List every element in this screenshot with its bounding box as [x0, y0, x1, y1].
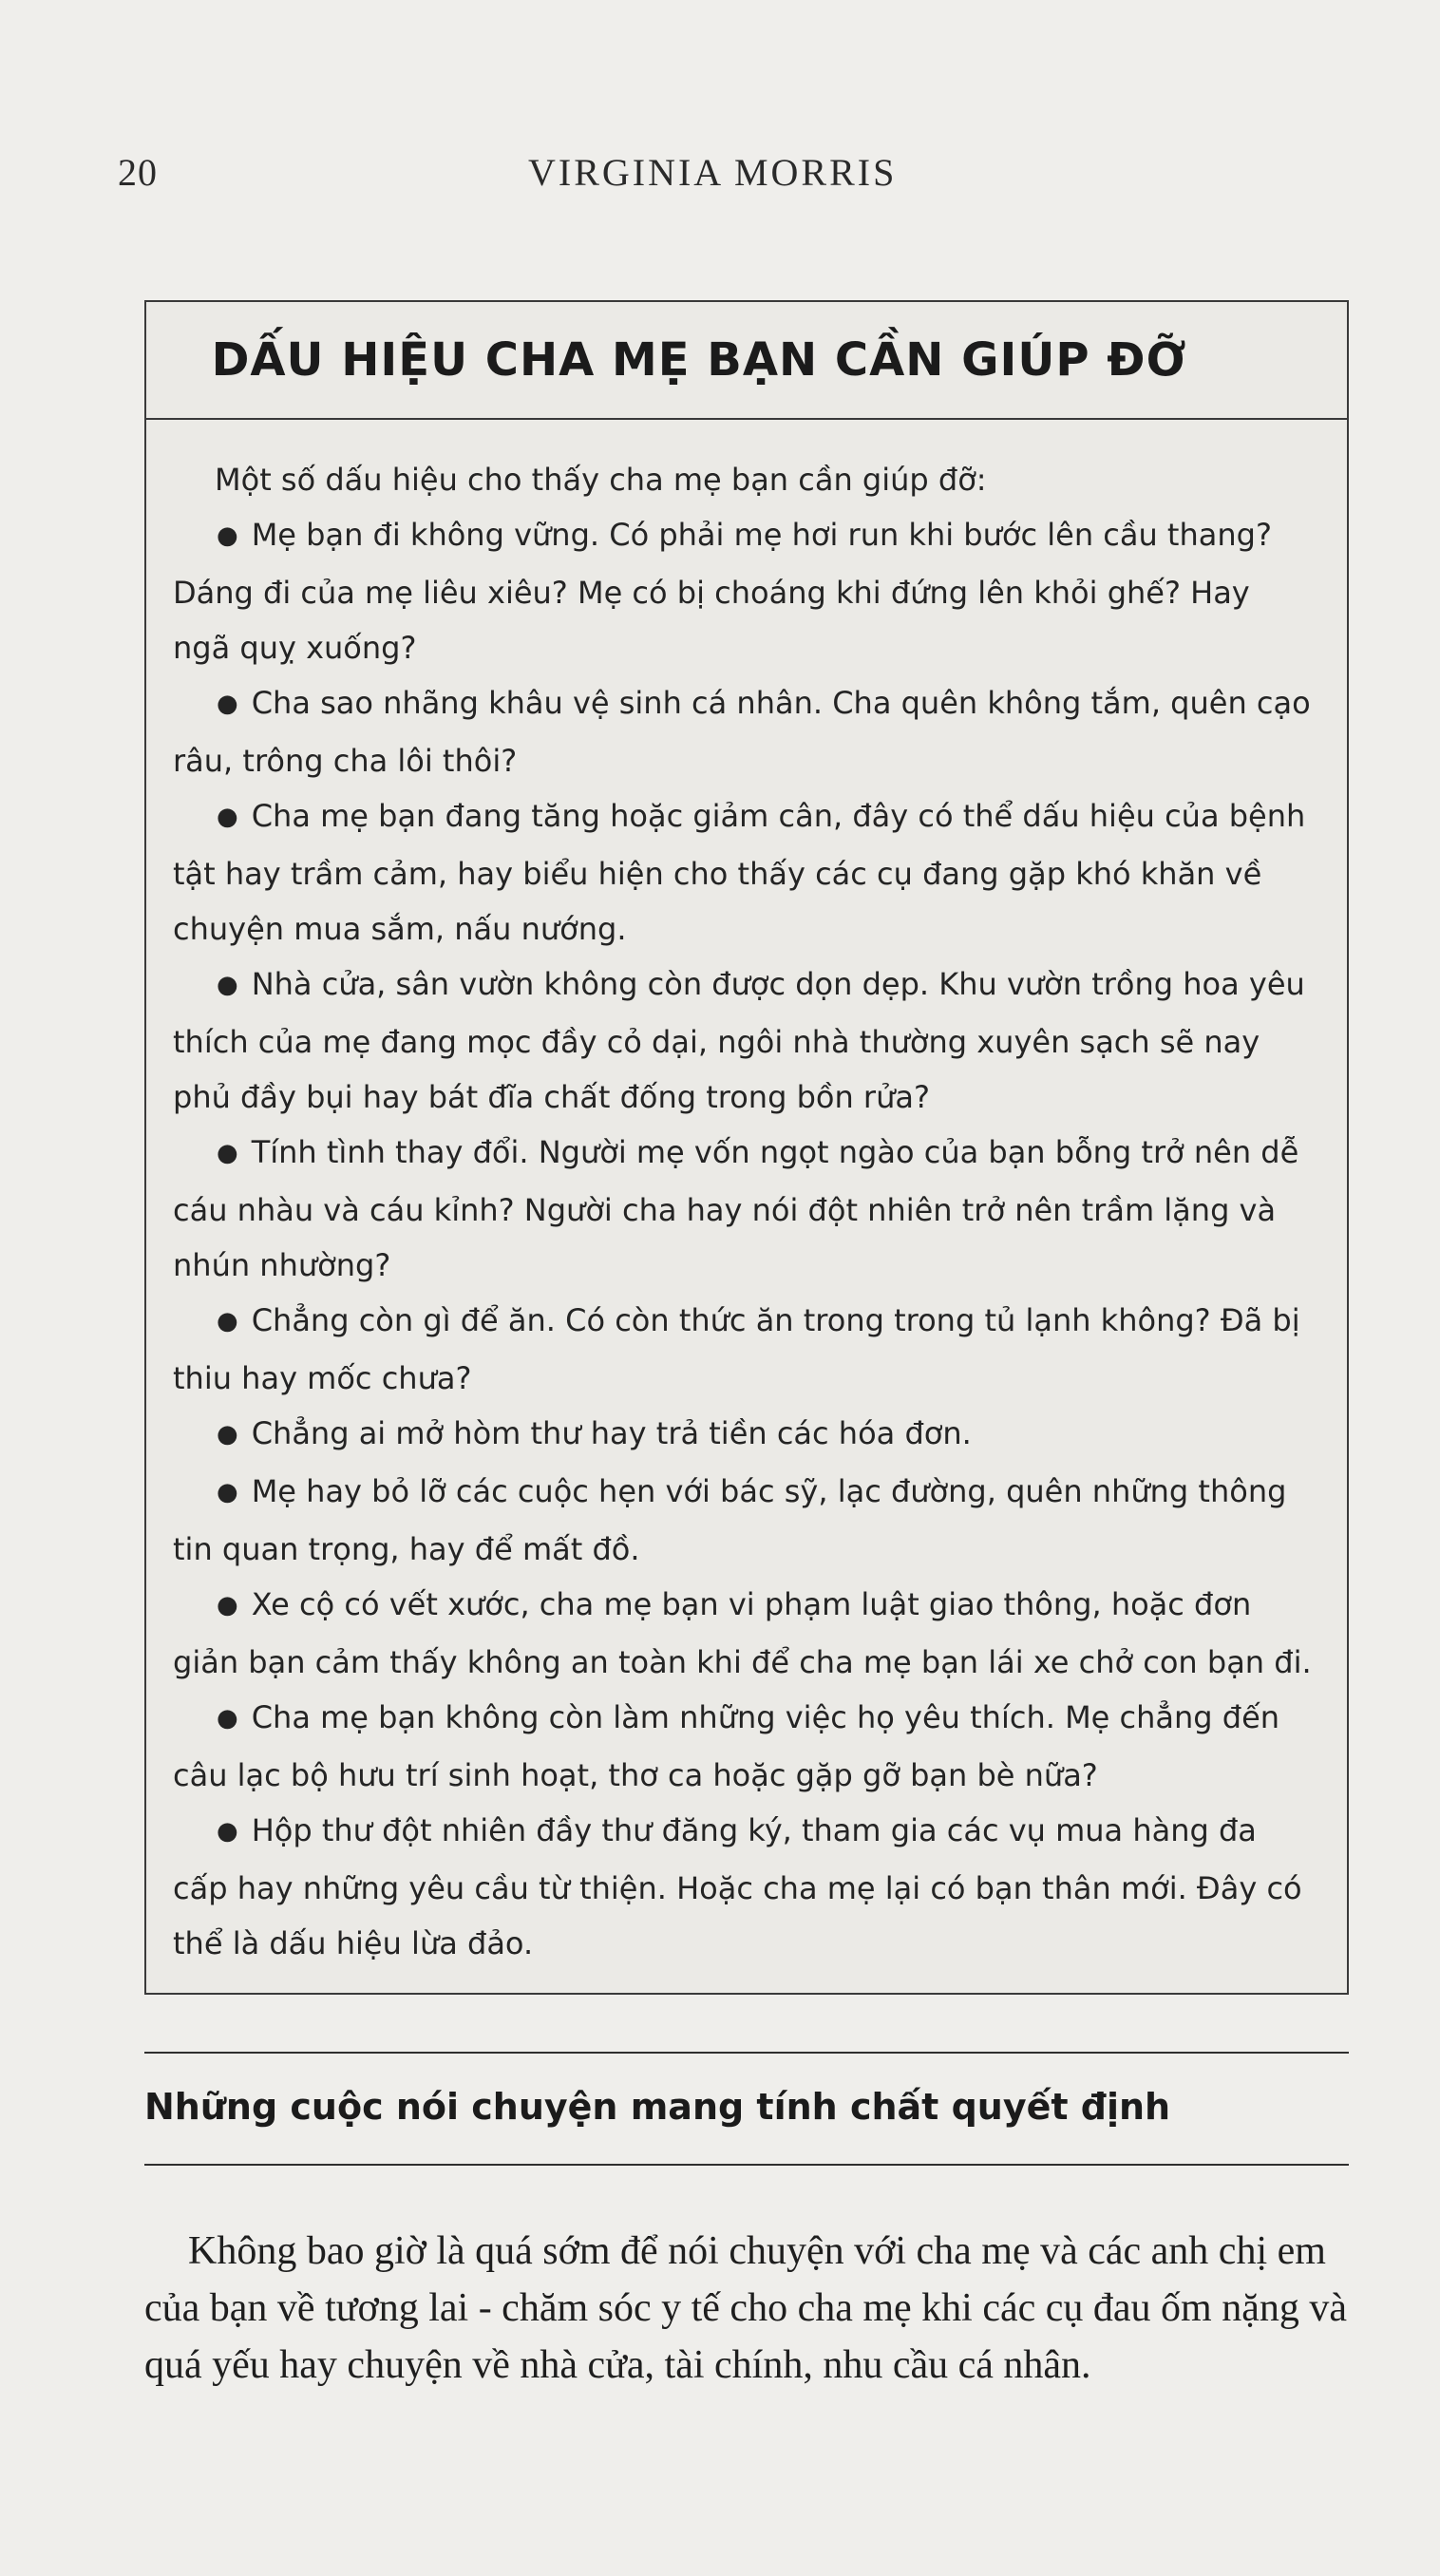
box-title-bar [146, 302, 1347, 420]
bullet-item: ● Cha sao nhãng khâu vệ sinh cá nhân. Cha quên không tắm, quên cạo râu, trông cha lôi thôi? [173, 685, 1311, 779]
section-rule-bottom [144, 2164, 1349, 2166]
bullet-item: ● Nhà cửa, sân vườn không còn được dọn dẹp. Khu vườn trồng hoa yêu thích của mẹ đang mọc đầy cỏ dại, ngôi nhà thường xuyên sạch sẽ nay phủ đầy bụi hay bát đĩa chất đống trong bồn rửa? [173, 966, 1305, 1115]
bullet-item: ● Mẹ bạn đi không vững. Có phải mẹ hơi run khi bước lên cầu thang? Dáng đi của mẹ liêu xiêu? Mẹ có bị choáng khi đứng lên khỏi ghế? Hay ngã quỵ xuống? [173, 517, 1272, 666]
sidebar-box [144, 300, 1349, 1995]
bullet-icon: ● [217, 1591, 238, 1619]
bullet-item: ● Chẳng ai mở hòm thư hay trả tiền các hóa đơn. [217, 1415, 972, 1451]
section-rule-top [144, 2052, 1349, 2054]
body-paragraph: Không bao giờ là quá sớm để nói chuyện với cha mẹ và các anh chị em của bạn về tương lai - chăm sóc y tế cho cha mẹ khi các cụ đau ốm nặng và quá yếu hay chuyện về nhà cửa, tài chính, nhu cầu cá nhân. [144, 2229, 1347, 2387]
bullet-item: ● Cha mẹ bạn đang tăng hoặc giảm cân, đây có thể dấu hiệu của bệnh tật hay trầm cảm, hay biểu hiện cho thấy các cụ đang gặp khó khăn về chuyện mua sắm, nấu nướng. [173, 798, 1306, 947]
bullet-icon: ● [217, 690, 238, 718]
page-number: 20 [118, 151, 158, 194]
bullet-item: ● Cha mẹ bạn không còn làm những việc họ yêu thích. Mẹ chẳng đến câu lạc bộ hưu trí sinh hoạt, thơ ca hoặc gặp gỡ bạn bè nữa? [173, 1699, 1280, 1793]
running-head: VIRGINIA MORRIS [528, 151, 898, 194]
bullet-item: ● Tính tình thay đổi. Người mẹ vốn ngọt ngào của bạn bỗng trở nên dễ cáu nhàu và cáu kỉnh? Người cha hay nói đột nhiên trở nên trầm lặng và nhún nhường? [173, 1134, 1299, 1283]
page-header [0, 150, 1440, 207]
bullet-icon: ● [217, 1478, 238, 1506]
bullet-icon: ● [217, 803, 238, 831]
bullet-item: ● Xe cộ có vết xước, cha mẹ bạn vi phạm luật giao thông, hoặc đơn giản bạn cảm thấy không an toàn khi để cha mẹ bạn lái xe chở con bạn đi. [173, 1586, 1312, 1680]
bullet-icon: ● [217, 1420, 238, 1449]
bullet-item: ● Hộp thư đột nhiên đầy thư đăng ký, tham gia các vụ mua hàng đa cấp hay những yêu cầu từ thiện. Hoặc cha mẹ lại có bạn thân mới. Đây có thể là dấu hiệu lừa đảo. [173, 1812, 1302, 1961]
box-body [146, 420, 1347, 1971]
bullet-icon: ● [217, 1704, 238, 1733]
box-intro: Một số dấu hiệu cho thấy cha mẹ bạn cần giúp đỡ: [215, 462, 987, 498]
box-title: DẤU HIỆU CHA MẸ BẠN CẦN GIÚP ĐỠ [211, 333, 1187, 387]
section-heading: Những cuộc nói chuyện mang tính chất quyết định [144, 2086, 1171, 2128]
bullet-icon: ● [217, 521, 238, 550]
bullet-icon: ● [217, 1307, 238, 1335]
bullet-icon: ● [217, 971, 238, 999]
bullet-icon: ● [217, 1139, 238, 1167]
bullet-icon: ● [217, 1817, 238, 1846]
bullet-item: ● Mẹ hay bỏ lỡ các cuộc hẹn với bác sỹ, lạc đường, quên những thông tin quan trọng, hay để mất đồ. [173, 1473, 1287, 1567]
bullet-item: ● Chẳng còn gì để ăn. Có còn thức ăn trong trong tủ lạnh không? Đã bị thiu hay mốc chưa? [173, 1302, 1300, 1396]
